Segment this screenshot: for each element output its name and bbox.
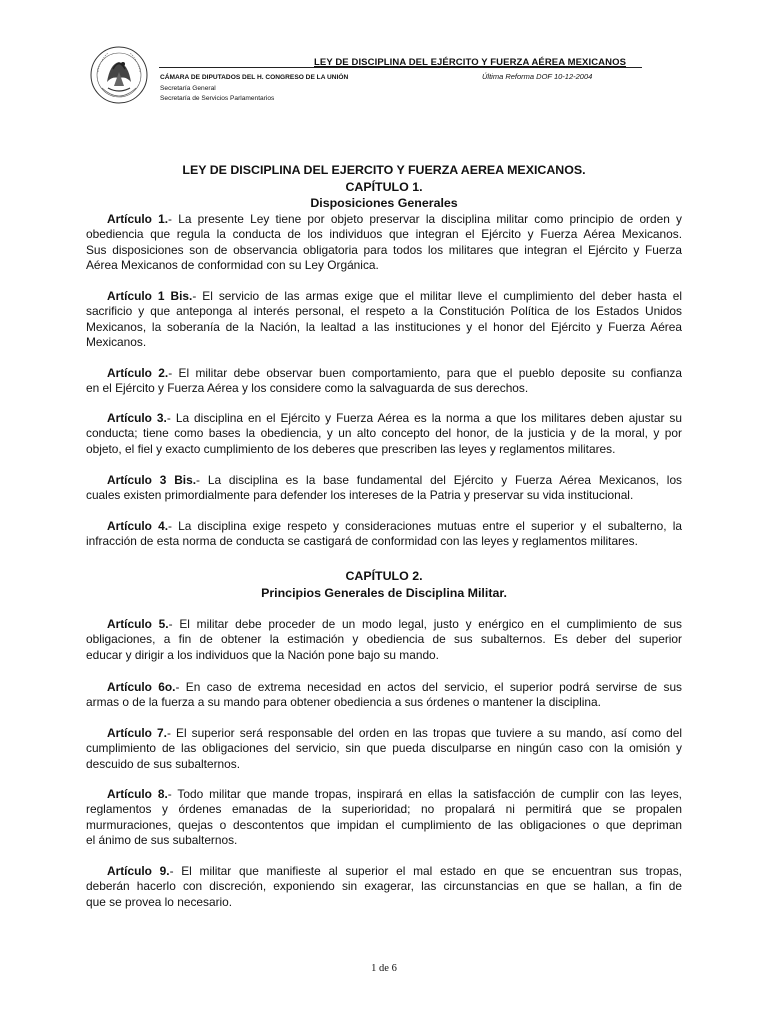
article-9: [86, 864, 682, 910]
article-label: Artículo 7.: [107, 726, 167, 740]
article-text: - El militar debe observar buen comportamiento, para que el pueblo deposite su confianza: [168, 366, 682, 380]
article-line: [86, 320, 682, 335]
article-text: Sus disposiciones son de observancia obligatoria para todos los militares que integran el Ejército y Fuerza: [86, 242, 682, 257]
article-text: Mexicanos.: [86, 335, 147, 350]
article-text: obligaciones, a fin de obtener la estimación y obediencia de sus subalternos. Es deber del superior: [86, 632, 682, 647]
article-1-bis: [86, 289, 682, 351]
article-text: Aérea Mexicanos de conformidad con su Ley Orgánica.: [86, 258, 379, 273]
article-line: [86, 757, 682, 772]
mexican-seal-logo: [88, 42, 150, 112]
article-3: [86, 411, 682, 457]
article-text: - El servicio de las armas exige que el militar lleve el cumplimiento del deber hasta el: [192, 289, 683, 303]
article-6o: [86, 680, 682, 711]
article-7: [86, 726, 682, 772]
article-line: [86, 243, 682, 258]
article-text: descuido de sus subalternos.: [86, 756, 241, 771]
article-line: [86, 787, 682, 802]
article-8: [86, 787, 682, 849]
article-text: armas o de la fuerza a su mando para obtener obediencia a sus órdenes o mantener la disciplina.: [86, 695, 601, 710]
article-line: [86, 534, 682, 549]
article-label: Artículo 6o.: [107, 680, 176, 694]
article-text: - Todo militar que mande tropas, inspirará en ellas la satisfacción de cumplir con las leyes,: [167, 787, 682, 801]
article-text: objeto, el fiel y exacto cumplimiento de los deberes que prescriben las leyes y reglamentos militares.: [86, 441, 616, 456]
article-line: [86, 895, 682, 910]
header-reform-date: Última Reforma DOF 10-12-2004: [482, 72, 593, 81]
article-text: reglamentos y órdenes emanadas de la superioridad; no propalará ni permitirá que se propalen: [86, 802, 682, 817]
header-service: Secretaría de Servicios Parlamentarios: [160, 95, 275, 102]
article-line: [86, 335, 682, 350]
header-chamber: CÁMARA DE DIPUTADOS DEL H. CONGRESO DE LA UNIÓN: [160, 74, 349, 81]
header-law-title: LEY DE DISCIPLINA DEL EJÉRCITO Y FUERZA AÉREA MEXICANOS: [314, 57, 627, 68]
article-label: Artículo 1.: [107, 212, 169, 226]
article-text: el ánimo de sus subalternos.: [86, 833, 238, 848]
article-line: [86, 442, 682, 457]
article-label: Artículo 4.: [107, 519, 169, 533]
article-line: [86, 695, 682, 710]
article-text: - La presente Ley tiene por objeto preservar la disciplina militar como principio de orden y: [168, 212, 682, 226]
article-text: - La disciplina en el Ejército y Fuerza Aérea es la norma a que los militares deben ajustar su: [166, 411, 682, 425]
article-label: Artículo 1 Bis.: [107, 289, 193, 303]
article-line: [86, 833, 682, 848]
article-line: [86, 304, 682, 319]
header-secretariat: Secretaría General: [160, 85, 216, 92]
article-text: cumplimiento de las obligaciones del servicio, sin que pueda disculparse en ningún caso con la omisión y: [86, 741, 682, 756]
article-text: - La disciplina es la base fundamental del Ejército y Fuerza Aérea Mexicanos, los: [196, 473, 682, 487]
article-line: [86, 648, 682, 663]
article-label: Artículo 2.: [107, 366, 169, 380]
article-line: [86, 632, 682, 647]
page-number: 1 de 6: [371, 963, 397, 974]
article-text: infracción de esta norma de conducta se castigará de conformidad con las leyes y reglamentos militares.: [86, 534, 638, 549]
article-line: [86, 864, 682, 879]
article-line: [86, 381, 682, 396]
article-line: [86, 879, 682, 894]
article-line: [86, 426, 682, 441]
article-line: [86, 366, 682, 381]
article-text: Mexicanos, la soberanía de la Nación, la lealtad a las instituciones y el honor del Ejército y Fuerza Aérea: [86, 319, 682, 334]
article-label: Artículo 3.: [107, 411, 167, 425]
article-1: [86, 212, 682, 274]
article-text: cuales existen primordialmente para defender los intereses de la Patria y preservar su vida institucional.: [86, 488, 634, 503]
chapter-2-name: Principios Generales de Disciplina Militar.: [261, 586, 507, 600]
article-text: conducta; tiene como bases la obediencia, y un alto concepto del honor, de la justicia y de la moral, y por: [86, 426, 682, 441]
article-text: sacrificio y que anteponga al interés personal, el respeto a la Constitución Política de los Estados Unidos: [86, 304, 682, 319]
article-text: deberán hacerlo con discreción, exponiendo sin exagerar, las circunstancias en que se hallan, a fin de: [86, 879, 682, 894]
article-line: [86, 258, 682, 273]
article-2: [86, 366, 682, 397]
chapter-1-name: Disposiciones Generales: [310, 196, 458, 210]
article-line: [86, 741, 682, 756]
article-4: [86, 519, 682, 550]
chapter-1-number: CAPÍTULO 1.: [345, 180, 423, 194]
article-text: obediencia que regula la conducta de los individuos que integran el Ejército y Fuerza Aérea Mexicanos.: [86, 227, 682, 242]
article-line: [86, 488, 682, 503]
chapter-2-number: CAPÍTULO 2.: [345, 569, 423, 583]
article-line: [86, 473, 682, 488]
article-text: - El superior será responsable del orden en las tropas que tuviere a su mando, así como del: [166, 726, 682, 740]
article-text: educar y dirigir a los individuos que la Nación pone bajo su mando.: [86, 647, 439, 662]
article-text: - La disciplina exige respeto y consideraciones mutuas entre el superior y el subalterno, la: [168, 519, 682, 533]
article-line: [86, 519, 682, 534]
article-text: que se provea lo necesario.: [86, 894, 233, 909]
article-label: Artículo 9.: [107, 864, 170, 878]
article-text: - El militar debe proceder de un modo legal, justo y enérgico en el cumplimiento de sus: [168, 617, 682, 631]
article-line: [86, 617, 682, 632]
article-line: [86, 818, 682, 833]
article-text: - El militar que manifieste al superior el mal estado en que se encuentran sus tropas,: [169, 864, 682, 878]
article-line: [86, 212, 682, 227]
article-line: [86, 227, 682, 242]
article-3-bis: [86, 473, 682, 504]
article-text: - En caso de extrema necesidad en actos del servicio, el superior podrá servirse de sus: [175, 680, 682, 694]
article-text: murmuraciones, quejas o descontentos que impidan el cumplimiento de las obligaciones o que depriman: [86, 817, 682, 832]
article-line: [86, 289, 682, 304]
article-label: Artículo 5.: [107, 617, 169, 631]
article-text: en el Ejército y Fuerza Aérea y los considere como la salvaguarda de sus derechos.: [86, 381, 529, 396]
article-5: [86, 617, 682, 663]
article-line: [86, 411, 682, 426]
law-title: LEY DE DISCIPLINA DEL EJERCITO Y FUERZA AEREA MEXICANOS.: [182, 163, 586, 177]
article-line: [86, 680, 682, 695]
article-line: [86, 802, 682, 817]
article-label: Artículo 8.: [107, 787, 168, 801]
article-label: Artículo 3 Bis.: [107, 473, 197, 487]
article-line: [86, 726, 682, 741]
